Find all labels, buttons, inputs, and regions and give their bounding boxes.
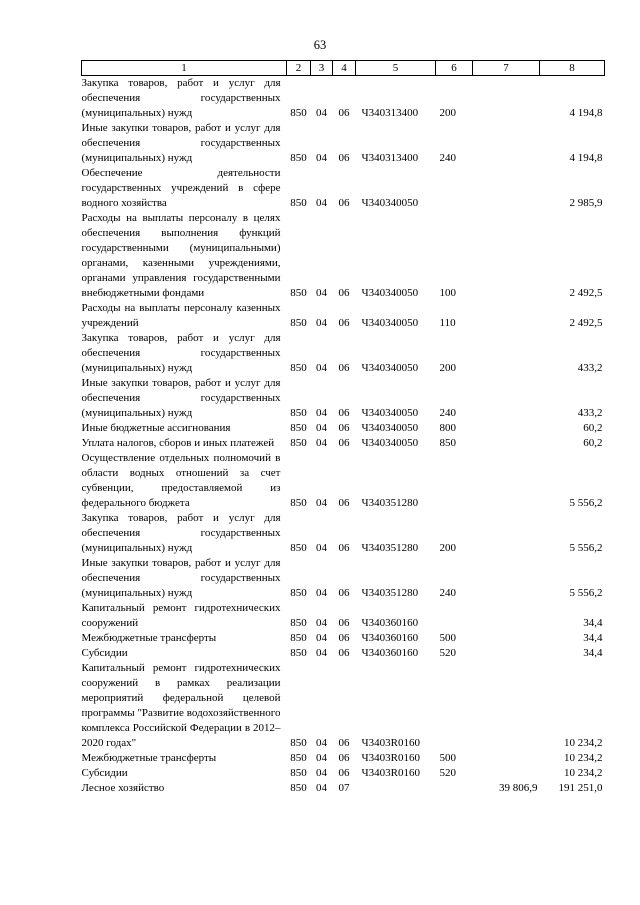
table-row [82,751,605,766]
section-code: 04 [316,617,327,629]
amount-col7 [473,631,540,646]
amount-col7 [473,646,540,661]
target-article-code: Ч340340050 [361,422,419,434]
table-row [82,451,605,511]
expense-type-code [436,451,473,511]
subsection-code: 06 [338,617,350,629]
row-description: Субсидии [81,767,128,779]
amount-col7 [473,166,540,211]
section-code: 04 [316,632,327,644]
row-description: Капитальный ремонт гидротехнических сооружений в рамках реализации мероприятий федеральной целевой программы "Развитие водохозяйственного комплекса Российской Федерации в 2012–2020 годах" [81,662,281,749]
amount-col7 [473,376,540,421]
row-description: Закупка товаров, работ и услуг для обеспечения государственных (муниципальных) нужд [81,512,281,554]
subsection-code: 06 [338,107,350,119]
target-article-code: Ч340313400 [361,152,419,164]
target-article-code: Ч340313400 [361,107,419,119]
subsection-code: 06 [338,632,350,644]
table-header-row [82,61,605,76]
target-article-code: Ч3403R0160 [361,767,420,779]
section-code: 04 [316,542,327,554]
expense-type-code: 800 [439,422,456,434]
amount-col8: 2 492,5 [569,317,603,329]
amount-col7 [473,331,540,376]
section-code: 04 [316,107,327,119]
ministry-code: 850 [290,587,307,599]
column-header: 8 [540,61,605,76]
section-code: 04 [316,737,327,749]
row-description: Расходы на выплаты персоналу в целях обеспечения выполнения функций государственными (муниципальными) органами, казенными учреждениями, органами управления государственными внебюджетными фондами [81,212,281,299]
amount-col8: 5 556,2 [569,497,603,509]
ministry-code: 850 [290,287,307,299]
expense-type-code: 500 [439,632,456,644]
table-row [82,166,605,211]
ministry-code: 850 [290,542,307,554]
row-description: Лесное хозяйство [81,782,165,794]
amount-col8: 34,4 [583,617,603,629]
ministry-code: 850 [290,422,307,434]
subsection-code: 06 [338,422,350,434]
section-code: 04 [316,317,327,329]
subsection-code: 07 [338,782,350,794]
table-row [82,601,605,631]
expense-type-code [436,601,473,631]
subsection-code: 06 [338,752,350,764]
table-row [82,436,605,451]
table-row [82,661,605,751]
page-number: 63 [313,38,327,52]
expense-type-code: 200 [439,362,456,374]
ministry-code: 850 [290,752,307,764]
subsection-code: 06 [338,317,350,329]
amount-col7 [473,751,540,766]
row-description: Иные закупки товаров, работ и услуг для обеспечения государственных (муниципальных) нужд [81,122,281,164]
target-article-code: Ч340340050 [361,362,419,374]
expense-type-code: 520 [439,767,456,779]
ministry-code: 850 [290,107,307,119]
row-description: Капитальный ремонт гидротехнических сооружений [81,602,281,629]
subsection-code: 06 [338,542,350,554]
table-row [82,301,605,331]
subsection-code: 06 [338,497,350,509]
target-article-code: Ч340340050 [361,287,419,299]
section-code: 04 [316,197,327,209]
amount-col8: 10 234,2 [564,752,603,764]
expense-type-code: 520 [439,647,456,659]
ministry-code: 850 [290,362,307,374]
amount-col7 [473,421,540,436]
subsection-code: 06 [338,737,350,749]
ministry-code: 850 [290,737,307,749]
target-article-code: Ч340340050 [361,197,419,209]
amount-col7 [473,601,540,631]
expense-type-code: 240 [439,407,456,419]
expense-type-code: 200 [439,107,456,119]
target-article-code: Ч340360160 [361,617,419,629]
section-code: 04 [316,587,327,599]
table-row [82,421,605,436]
row-description: Расходы на выплаты персоналу казенных учреждений [81,302,281,329]
subsection-code: 06 [338,197,350,209]
amount-col8: 34,4 [583,647,603,659]
target-article-code: Ч340340050 [361,317,419,329]
expense-type-code [436,661,473,751]
section-code: 04 [316,437,327,449]
target-article-code [356,781,436,796]
subsection-code: 06 [338,152,350,164]
row-description: Закупка товаров, работ и услуг для обеспечения государственных (муниципальных) нужд [81,332,281,374]
amount-col7 [473,661,540,751]
row-description: Уплата налогов, сборов и иных платежей [81,437,275,449]
section-code: 04 [316,782,327,794]
row-description: Осуществление отдельных полномочий в области водных отношений за счет субвенции, предоставляемой из федерального бюджета [81,452,281,509]
section-code: 04 [316,152,327,164]
expense-type-code: 240 [439,152,456,164]
subsection-code: 06 [338,362,350,374]
ministry-code: 850 [290,767,307,779]
row-description: Закупка товаров, работ и услуг для обеспечения государственных (муниципальных) нужд [81,77,281,119]
amount-col8: 10 234,2 [564,737,603,749]
column-header: 5 [356,61,436,76]
subsection-code: 06 [338,647,350,659]
expense-type-code: 850 [439,437,456,449]
expense-type-code: 500 [439,752,456,764]
section-code: 04 [316,497,327,509]
ministry-code: 850 [290,197,307,209]
target-article-code: Ч340360160 [361,632,419,644]
section-code: 04 [316,752,327,764]
amount-col8: 34,4 [583,632,603,644]
ministry-code: 850 [290,317,307,329]
expense-type-code [436,166,473,211]
table-row [82,376,605,421]
ministry-code: 850 [290,782,307,794]
table-row [82,646,605,661]
table-row [82,631,605,646]
amount-col8: 60,2 [583,437,603,449]
target-article-code: Ч340360160 [361,647,419,659]
ministry-code: 850 [290,617,307,629]
subsection-code: 06 [338,407,350,419]
table-row [82,76,605,122]
amount-col7 [473,76,540,122]
amount-col8: 433,2 [577,362,603,374]
column-header: 6 [436,61,473,76]
expense-type-code: 200 [439,542,456,554]
section-code: 04 [316,422,327,434]
row-description: Субсидии [81,647,128,659]
row-description: Обеспечение деятельности государственных учреждений в сфере водного хозяйства [81,167,281,209]
subsection-code: 06 [338,587,350,599]
ministry-code: 850 [290,407,307,419]
ministry-code: 850 [290,437,307,449]
amount-col7 [473,556,540,601]
column-header: 2 [287,61,311,76]
amount-col8: 2 985,9 [569,197,603,209]
ministry-code: 850 [290,152,307,164]
ministry-code: 850 [290,647,307,659]
expense-type-code: 100 [439,287,456,299]
table-row [82,781,605,796]
section-code: 04 [316,647,327,659]
table-row [82,556,605,601]
subsection-code: 06 [338,437,350,449]
amount-col7: 39 806,9 [499,782,538,794]
amount-col8: 60,2 [583,422,603,434]
table-row [82,211,605,301]
subsection-code: 06 [338,767,350,779]
expense-type-code: 110 [439,317,456,329]
amount-col8: 2 492,5 [569,287,603,299]
column-header: 4 [333,61,356,76]
amount-col8: 5 556,2 [569,542,603,554]
expense-type-code: 240 [439,587,456,599]
amount-col7 [473,451,540,511]
table-row [82,511,605,556]
amount-col8: 5 556,2 [569,587,603,599]
amount-col8: 191 251,0 [558,782,603,794]
column-header: 7 [473,61,540,76]
target-article-code: Ч340351280 [361,542,419,554]
amount-col8: 4 194,8 [569,107,603,119]
amount-col7 [473,121,540,166]
target-article-code: Ч340340050 [361,407,419,419]
target-article-code: Ч340340050 [361,437,419,449]
target-article-code: Ч3403R0160 [361,737,420,749]
target-article-code: Ч340351280 [361,497,419,509]
ministry-code: 850 [290,632,307,644]
row-description: Иные закупки товаров, работ и услуг для обеспечения государственных (муниципальных) нужд [81,557,281,599]
subsection-code: 06 [338,287,350,299]
table-row [82,121,605,166]
section-code: 04 [316,362,327,374]
amount-col8: 433,2 [577,407,603,419]
amount-col8: 4 194,8 [569,152,603,164]
target-article-code: Ч3403R0160 [361,752,420,764]
target-article-code: Ч340351280 [361,587,419,599]
row-description: Межбюджетные трансферты [81,632,217,644]
table-body [82,76,605,797]
column-header: 3 [311,61,333,76]
section-code: 04 [316,287,327,299]
amount-col7 [473,766,540,781]
amount-col7 [473,301,540,331]
table-row [82,766,605,781]
amount-col8: 10 234,2 [564,767,603,779]
amount-col7 [473,511,540,556]
budget-table [81,60,605,796]
amount-col7 [473,211,540,301]
ministry-code: 850 [290,497,307,509]
amount-col7 [473,436,540,451]
section-code: 04 [316,407,327,419]
table-row [82,331,605,376]
row-description: Иные бюджетные ассигнования [81,422,231,434]
expense-type-code [436,781,473,796]
section-code: 04 [316,767,327,779]
row-description: Межбюджетные трансферты [81,752,217,764]
row-description: Иные закупки товаров, работ и услуг для обеспечения государственных (муниципальных) нужд [81,377,281,419]
column-header: 1 [82,61,287,76]
